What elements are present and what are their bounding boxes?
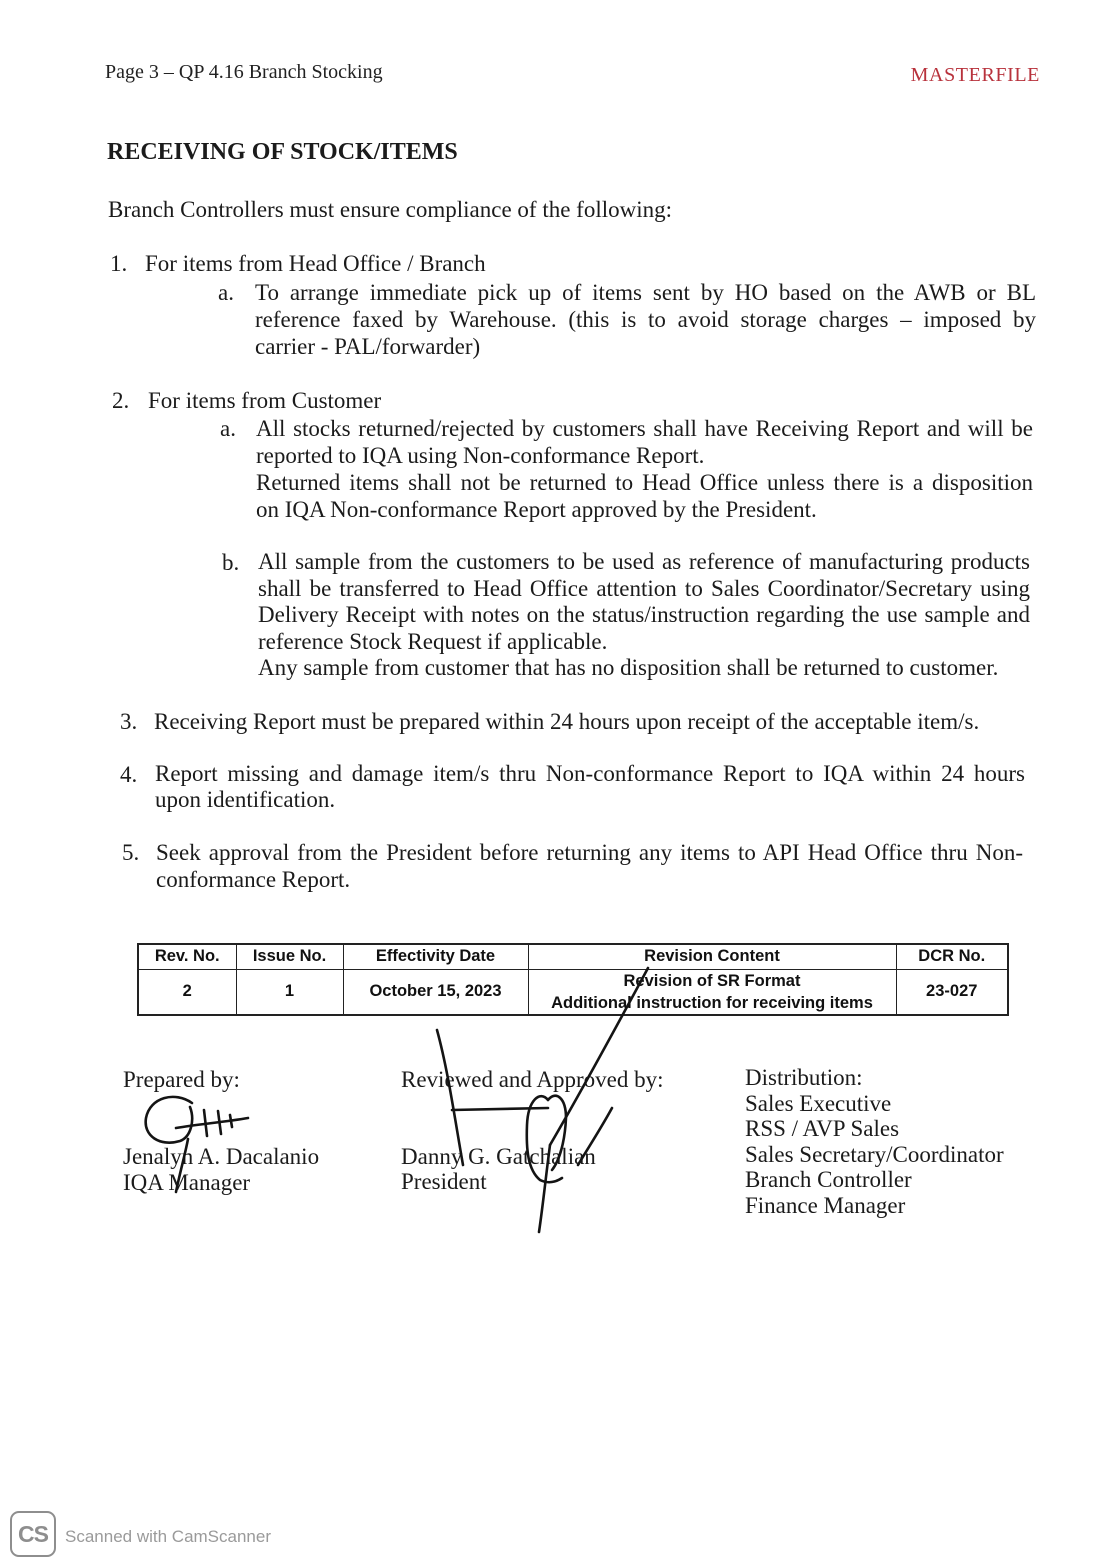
text-line: on IQA Non-conformance Report approved by the President. [256, 497, 817, 522]
table-header-row [138, 944, 1008, 969]
subitem-label: a. [218, 280, 234, 305]
subitem-label: a. [220, 416, 236, 441]
distribution-recipient: RSS / AVP Sales [745, 1116, 900, 1142]
dcr-no-cell: 23-027 [896, 969, 1008, 1015]
text-line: conformance Report. [156, 867, 351, 892]
issue-no-cell: 1 [236, 969, 343, 1015]
camscanner-logo-icon [10, 1511, 56, 1557]
text-line: upon identification. [155, 787, 336, 812]
prepared-by-name: Jenalyn A. Dacalanio [123, 1144, 320, 1169]
subitem-text [258, 549, 1030, 682]
intro-text: Branch Controllers must ensure compliance of the following: [108, 197, 673, 222]
text-line: reported to IQA using Non-conformance Report. [256, 443, 705, 468]
column-header: Revision Content [528, 944, 896, 969]
subitem-label: b. [222, 550, 240, 575]
text-line: All sample from the customers to be used as reference of manufacturing products [258, 549, 1030, 574]
distribution-recipient: Finance Manager [745, 1192, 906, 1218]
section-title: RECEIVING OF STOCK/ITEMS [107, 139, 458, 165]
revision-content-line: Revision of SR Format [623, 971, 801, 990]
revision-content-cell [528, 969, 896, 1015]
column-header: Issue No. [236, 944, 343, 969]
column-header: Rev. No. [138, 944, 236, 969]
item-text: Receiving Report must be prepared within 24 hours upon receipt of the acceptable item/s. [154, 709, 980, 734]
text-line: shall be transferred to Head Office attention to Sales Coordinator/Secretary using [258, 575, 1030, 601]
item-number: 1. [110, 251, 128, 276]
text-line: carrier - PAL/forwarder) [255, 334, 481, 359]
distribution-recipient: Sales Executive [745, 1090, 892, 1116]
distribution-caption: Distribution: [745, 1065, 863, 1090]
subitem-text [255, 279, 1036, 360]
distribution-recipient: Branch Controller [745, 1167, 912, 1193]
item-text [156, 839, 1023, 893]
item-text [155, 761, 1025, 813]
text-line: To arrange immediate pick up of items sent by HO based on the AWB or BL [255, 280, 1036, 305]
text-line: All stocks returned/rejected by customers shall have Receiving Report and will be [256, 416, 1033, 441]
scanner-watermark-text: Scanned with CamScanner [65, 1527, 272, 1546]
text-line: Report missing and damage item/s thru Non-conformance Report to IQA within 24 hours [155, 761, 1025, 786]
distribution-list [745, 1065, 1004, 1219]
subitem-text [256, 415, 1033, 523]
text-line: reference faxed by Warehouse. (this is to avoid storage charges – imposed by [255, 307, 1036, 332]
item-number: 4. [120, 762, 138, 787]
approved-by-name: Danny G. Gatchalian [401, 1144, 596, 1169]
approved-by-caption: Reviewed and Approved by: [401, 1067, 664, 1092]
text-line: Any sample from customer that has no disposition shall be returned to customer. [258, 655, 999, 680]
prepared-by-caption: Prepared by: [123, 1067, 240, 1092]
text-line: Delivery Receipt with notes on the status/instruction regarding the use sample and [258, 602, 1030, 627]
rev-no-cell: 2 [138, 969, 236, 1015]
column-header: DCR No. [896, 944, 1008, 969]
prepared-by-position: IQA Manager [123, 1170, 251, 1195]
text-line: Returned items shall not be returned to Head Office unless there is a disposition [256, 470, 1033, 495]
page-reference: Page 3 – QP 4.16 Branch Stocking [105, 61, 383, 83]
item-number: 2. [112, 388, 130, 413]
item-number: 3. [120, 709, 138, 734]
item-number: 5. [122, 840, 140, 865]
distribution-recipient: Sales Secretary/Coordinator [745, 1141, 1004, 1167]
item-heading: For items from Customer [148, 388, 382, 413]
camscanner-logo-text: CS [18, 1520, 48, 1547]
revision-table [137, 943, 1009, 1016]
approved-by-position: President [401, 1169, 487, 1194]
text-line: Seek approval from the President before returning any items to API Head Office thru Non- [156, 840, 1023, 865]
column-header: Effectivity Date [343, 944, 528, 969]
masterfile-stamp: MASTERFILE [910, 64, 1040, 86]
revision-content-line: Additional instruction for receiving items [551, 993, 873, 1012]
table-row [138, 969, 1008, 1015]
text-line: reference Stock Request if applicable. [258, 628, 608, 654]
effectivity-date-cell: October 15, 2023 [343, 969, 528, 1015]
item-heading: For items from Head Office / Branch [145, 251, 486, 276]
